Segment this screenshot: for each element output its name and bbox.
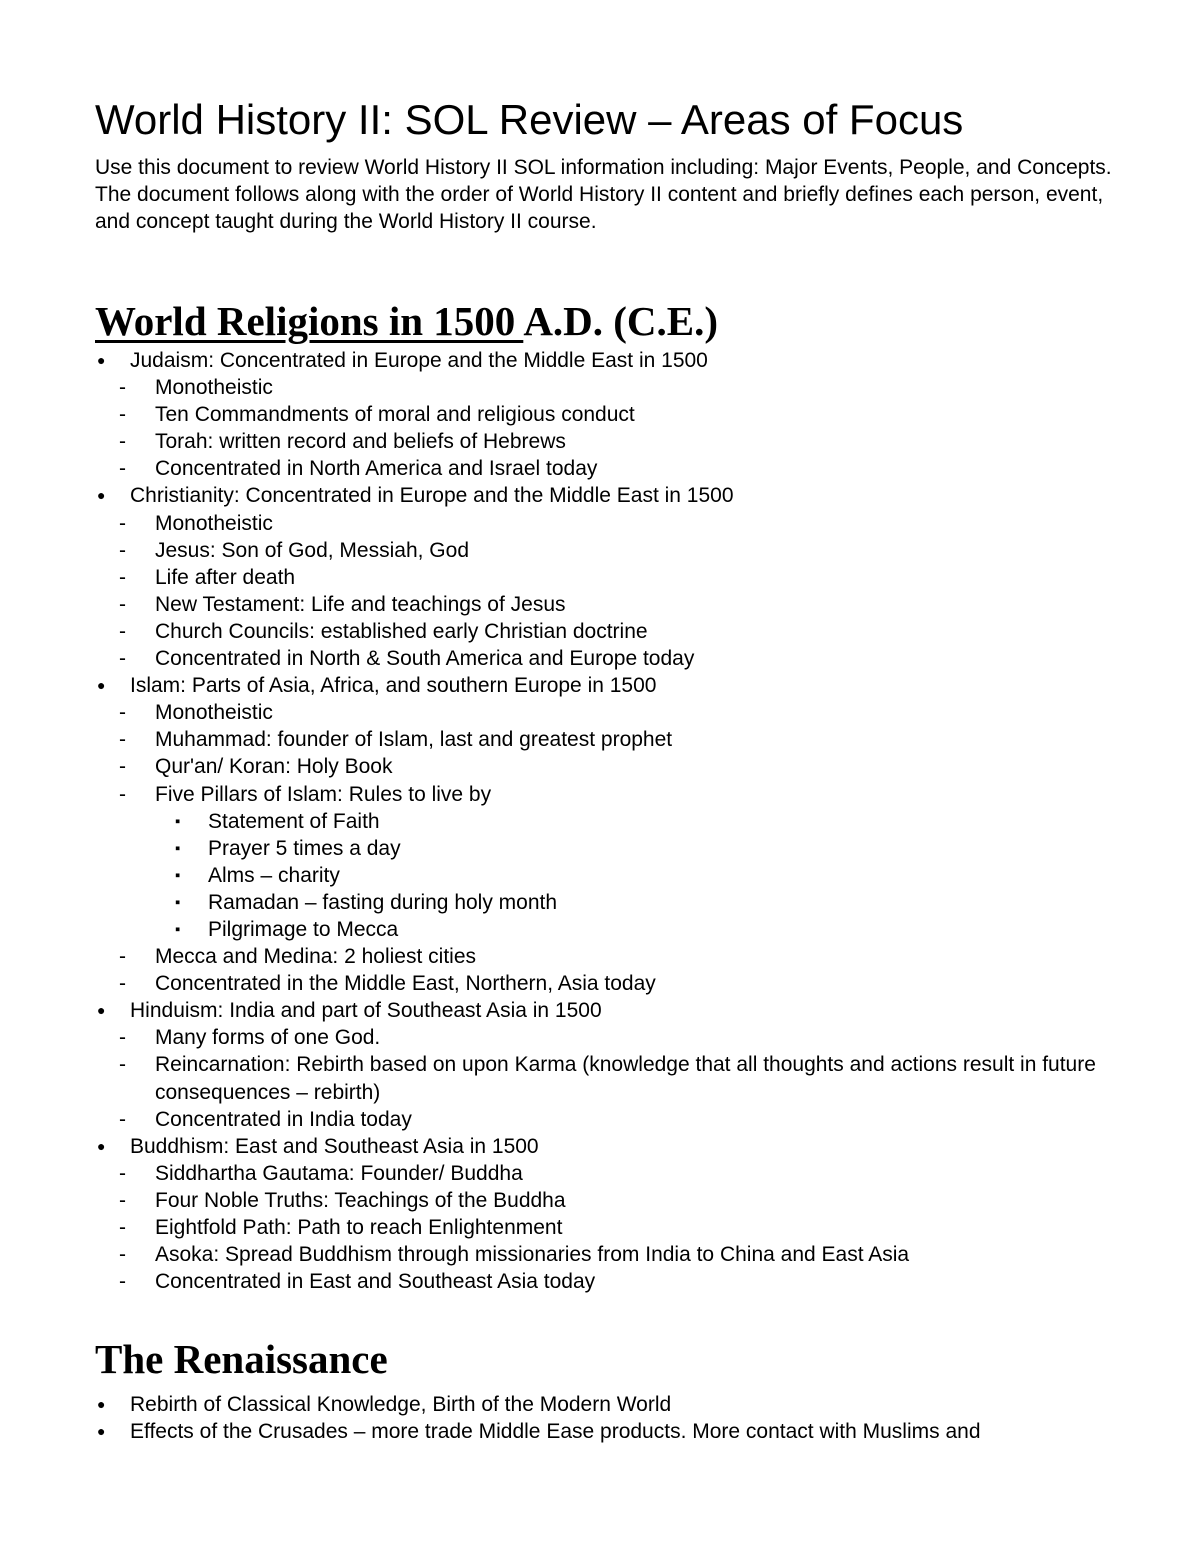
list-item	[95, 726, 1125, 753]
renaissance-list	[95, 1391, 1125, 1445]
list-item-text: Five Pillars of Islam: Rules to live by	[155, 782, 492, 806]
list-item	[95, 374, 1125, 401]
list-item-text: Judaism: Concentrated in Europe and the Middle East in 1500	[130, 349, 708, 372]
dash-icon: -	[119, 782, 126, 806]
list-item-text: Ramadan – fasting during holy month	[208, 890, 558, 914]
list-item-text: Concentrated in India today	[155, 1107, 412, 1131]
section-heading-renaissance: The Renaissance	[95, 1336, 388, 1383]
list-item-text: Concentrated in the Middle East, Northern, Asia today	[155, 972, 656, 996]
bullet-icon: ●	[97, 487, 106, 504]
dash-icon: -	[119, 1053, 126, 1077]
dash-icon: -	[119, 619, 126, 643]
square-bullet-icon: ▪	[175, 920, 181, 938]
dash-icon: -	[119, 592, 126, 616]
dash-icon: -	[119, 565, 126, 589]
bullet-icon: ●	[97, 1002, 106, 1019]
dash-icon: -	[119, 1216, 126, 1239]
list-item	[95, 591, 1125, 618]
list-item	[95, 455, 1125, 482]
list-item-text: Siddhartha Gautama: Founder/ Buddha	[155, 1161, 523, 1185]
dash-icon: -	[119, 457, 126, 481]
list-item	[95, 699, 1125, 726]
list-item	[95, 1187, 1125, 1214]
list-item-text: Rebirth of Classical Knowledge, Birth of the Modern World	[130, 1393, 672, 1417]
list-item	[95, 482, 1125, 509]
list-item	[95, 943, 1125, 970]
list-item	[95, 428, 1125, 455]
list-item-text: Concentrated in North & South America and Europe today	[155, 647, 695, 671]
list-item	[95, 1024, 1125, 1051]
section-heading-rest: A.D. (C.E.)	[523, 298, 719, 344]
list-item-text: Concentrated in East and Southeast Asia today	[155, 1270, 596, 1294]
list-item-text: Asoka: Spread Buddhism through missionaries from India to China and East Asia	[155, 1243, 910, 1267]
section-heading-underlined-part: World Religions in 1500	[95, 298, 524, 344]
list-item	[95, 1051, 1125, 1105]
list-item	[95, 889, 1125, 916]
dash-icon: -	[119, 403, 126, 427]
bullet-icon: ●	[97, 677, 106, 694]
list-item	[95, 997, 1125, 1024]
dash-icon: -	[119, 1270, 126, 1294]
bullet-icon: ●	[97, 1396, 106, 1413]
bullet-icon: ●	[97, 352, 106, 368]
square-bullet-icon: ▪	[175, 812, 181, 830]
document-title: World History II: SOL Review – Areas of Focus	[95, 96, 964, 143]
list-item-text: Monotheistic	[155, 376, 273, 400]
list-item-text: Reincarnation: Rebirth based on upon Karma (knowledge that all thoughts and actions result in future consequences – rebirth)	[155, 1053, 1096, 1104]
list-item-text: Christianity: Concentrated in Europe and the Middle East in 1500	[130, 484, 734, 508]
list-item-text: Statement of Faith	[208, 809, 380, 833]
list-item	[95, 537, 1125, 564]
list-item-text: Eightfold Path: Path to reach Enlightenment	[155, 1216, 563, 1239]
list-item	[95, 1214, 1125, 1241]
list-item	[95, 781, 1125, 808]
list-item	[95, 1160, 1125, 1187]
bullet-icon: ●	[97, 1423, 106, 1440]
list-item	[95, 1268, 1125, 1295]
list-item-text: Concentrated in North America and Israel today	[155, 457, 598, 481]
list-item	[95, 1133, 1125, 1160]
dash-icon: -	[119, 430, 126, 454]
list-item-text: Mecca and Medina: 2 holiest cities	[155, 945, 476, 969]
list-item-text: Qur'an/ Koran: Holy Book	[155, 755, 393, 779]
dash-icon: -	[119, 1243, 126, 1267]
list-item-text: Ten Commandments of moral and religious conduct	[155, 403, 635, 427]
square-bullet-icon: ▪	[175, 893, 181, 911]
list-item-text: Prayer 5 times a day	[208, 836, 401, 860]
list-item-text: Islam: Parts of Asia, Africa, and southern Europe in 1500	[130, 674, 657, 698]
dash-icon: -	[119, 1188, 126, 1212]
list-item-text: Many forms of one God.	[155, 1026, 381, 1050]
list-item	[95, 808, 1125, 835]
list-item-text: Four Noble Truths: Teachings of the Buddha	[155, 1188, 566, 1212]
list-item	[95, 1241, 1125, 1268]
list-item	[95, 916, 1125, 943]
square-bullet-icon: ▪	[175, 866, 181, 884]
dash-icon: -	[119, 972, 126, 996]
dash-icon: -	[119, 376, 126, 400]
dash-icon: -	[119, 511, 126, 535]
list-item	[95, 1391, 1125, 1418]
list-item	[95, 672, 1125, 699]
dash-icon: -	[119, 728, 126, 752]
list-item	[95, 401, 1125, 428]
dash-icon: -	[119, 538, 126, 562]
world-religions-list	[95, 347, 1125, 1295]
list-item	[95, 835, 1125, 862]
list-item	[95, 510, 1125, 537]
list-item-text: Torah: written record and beliefs of Hebrews	[155, 430, 566, 454]
list-item-text: Alms – charity	[208, 863, 340, 887]
list-item-text: Buddhism: East and Southeast Asia in 1500	[130, 1134, 539, 1158]
dash-icon: -	[119, 647, 126, 671]
list-item-text: Effects of the Crusades – more trade Middle Ease products. More contact with Muslims and	[130, 1420, 981, 1444]
list-item	[95, 862, 1125, 889]
dash-icon: -	[119, 1161, 126, 1185]
list-item-text: Jesus: Son of God, Messiah, God	[155, 538, 469, 562]
list-item	[95, 645, 1125, 672]
bullet-icon: ●	[97, 1137, 106, 1154]
list-item-text: New Testament: Life and teachings of Jesus	[155, 592, 566, 616]
list-item-text: Monotheistic	[155, 701, 273, 725]
list-item-text: Muhammad: founder of Islam, last and greatest prophet	[155, 728, 673, 752]
document-intro: Use this document to review World History II SOL information including: Major Events, People, and Concepts. The document follows along with the order of World History II content and briefly defines each person, event, and concept taught during the World History II course.	[95, 156, 1112, 233]
list-item-text: Hinduism: India and part of Southeast Asia in 1500	[130, 999, 602, 1023]
list-item-text: Life after death	[155, 565, 296, 589]
list-item	[95, 970, 1125, 997]
document-page	[95, 96, 1125, 1445]
list-item-text: Church Councils: established early Christian doctrine	[155, 619, 648, 643]
dash-icon: -	[119, 1107, 126, 1131]
list-item	[95, 1106, 1125, 1133]
dash-icon: -	[119, 945, 126, 969]
dash-icon: -	[119, 755, 126, 779]
list-item	[95, 564, 1125, 591]
section-heading-world-religions	[95, 297, 1125, 345]
list-item	[95, 753, 1125, 780]
list-item	[95, 1418, 1125, 1445]
dash-icon: -	[119, 1026, 126, 1050]
list-item-text: Pilgrimage to Mecca	[208, 917, 399, 941]
list-item-text: Monotheistic	[155, 511, 273, 535]
dash-icon: -	[119, 701, 126, 725]
square-bullet-icon: ▪	[175, 839, 181, 857]
list-item	[95, 618, 1125, 645]
list-item	[95, 347, 1125, 374]
